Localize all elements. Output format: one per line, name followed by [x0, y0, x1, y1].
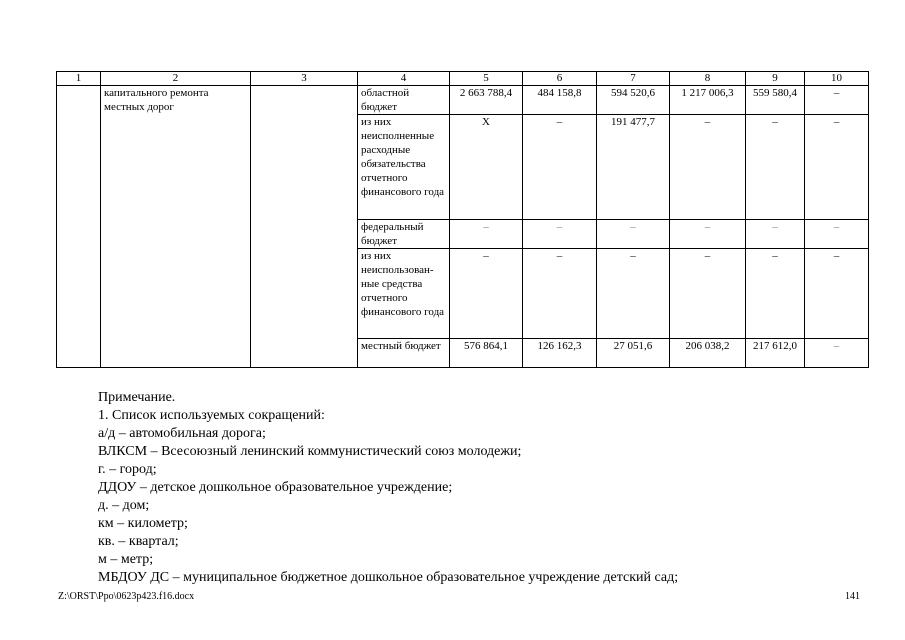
- value-cell: 217 612,0: [746, 339, 805, 368]
- value-cell: –: [670, 220, 746, 249]
- abbreviation-item: км – километр;: [98, 516, 188, 531]
- measure-name-cell: капитального ремонта местных дорог: [101, 86, 251, 368]
- value-cell: 27 051,6: [597, 339, 670, 368]
- header-cell: 9: [746, 72, 805, 86]
- value-cell: 206 038,2: [670, 339, 746, 368]
- row-number-cell: [57, 86, 101, 368]
- header-cell: 5: [450, 72, 523, 86]
- file-path: Z:\ORST\Ppo\0623p423.f16.docx: [58, 591, 195, 602]
- abbreviation-item: кв. – квартал;: [98, 534, 179, 549]
- value-cell: –: [805, 86, 869, 115]
- abbreviation-item: ВЛКСМ – Всесоюзный ленинский коммунистический союз молодежи;: [98, 444, 522, 459]
- value-cell: –: [670, 249, 746, 339]
- budget-table: [56, 71, 869, 368]
- funding-source-cell: областной бюджет: [358, 86, 450, 115]
- value-cell: 191 477,7: [597, 115, 670, 220]
- funding-source-cell: местный бюджет: [358, 339, 450, 368]
- abbreviation-item: ДДОУ – детское дошкольное образовательное учреждение;: [98, 480, 453, 495]
- funding-source-cell: из них неиспользован-ные средства отчетного финансового года: [358, 249, 450, 339]
- header-cell: 1: [57, 72, 101, 86]
- value-cell: –: [746, 220, 805, 249]
- value-cell: –: [746, 249, 805, 339]
- funding-source-cell: федеральный бюджет: [358, 220, 450, 249]
- abbreviation-item: а/д – автомобильная дорога;: [98, 426, 266, 441]
- value-cell: –: [523, 249, 597, 339]
- value-cell: 484 158,8: [523, 86, 597, 115]
- table-row: [57, 86, 869, 115]
- value-cell: –: [805, 220, 869, 249]
- value-cell: –: [805, 115, 869, 220]
- page-number: 141: [845, 591, 860, 602]
- value-cell: 126 162,3: [523, 339, 597, 368]
- table-header-row: [57, 72, 869, 86]
- header-cell: 8: [670, 72, 746, 86]
- abbreviation-item: м – метр;: [98, 552, 154, 567]
- executor-cell: [251, 86, 358, 368]
- header-cell: 2: [101, 72, 251, 86]
- value-cell: –: [670, 115, 746, 220]
- header-cell: 10: [805, 72, 869, 86]
- value-cell: –: [805, 249, 869, 339]
- value-cell: –: [450, 220, 523, 249]
- funding-source-cell: из них неисполненные расходные обязательства отчетного финансового года: [358, 115, 450, 220]
- value-cell: 594 520,6: [597, 86, 670, 115]
- abbreviation-item: г. – город;: [98, 462, 157, 477]
- abbreviation-item: МБДОУ ДС – муниципальное бюджетное дошкольное образовательное учреждение детский сад;: [98, 570, 679, 585]
- value-cell: –: [746, 115, 805, 220]
- notes-section: [98, 389, 678, 587]
- value-cell: –: [523, 220, 597, 249]
- value-cell: –: [597, 249, 670, 339]
- value-cell: X: [450, 115, 523, 220]
- value-cell: –: [597, 220, 670, 249]
- header-cell: 6: [523, 72, 597, 86]
- value-cell: 559 580,4: [746, 86, 805, 115]
- value-cell: –: [523, 115, 597, 220]
- value-cell: 2 663 788,4: [450, 86, 523, 115]
- notes-title: Примечание.: [98, 390, 176, 405]
- header-cell: 7: [597, 72, 670, 86]
- notes-item-heading: 1. Список используемых сокращений:: [98, 408, 325, 423]
- value-cell: 576 864,1: [450, 339, 523, 368]
- value-cell: 1 217 006,3: [670, 86, 746, 115]
- header-cell: 4: [358, 72, 450, 86]
- value-cell: –: [450, 249, 523, 339]
- header-cell: 3: [251, 72, 358, 86]
- abbreviation-item: д. – дом;: [98, 498, 150, 513]
- value-cell: –: [805, 339, 869, 368]
